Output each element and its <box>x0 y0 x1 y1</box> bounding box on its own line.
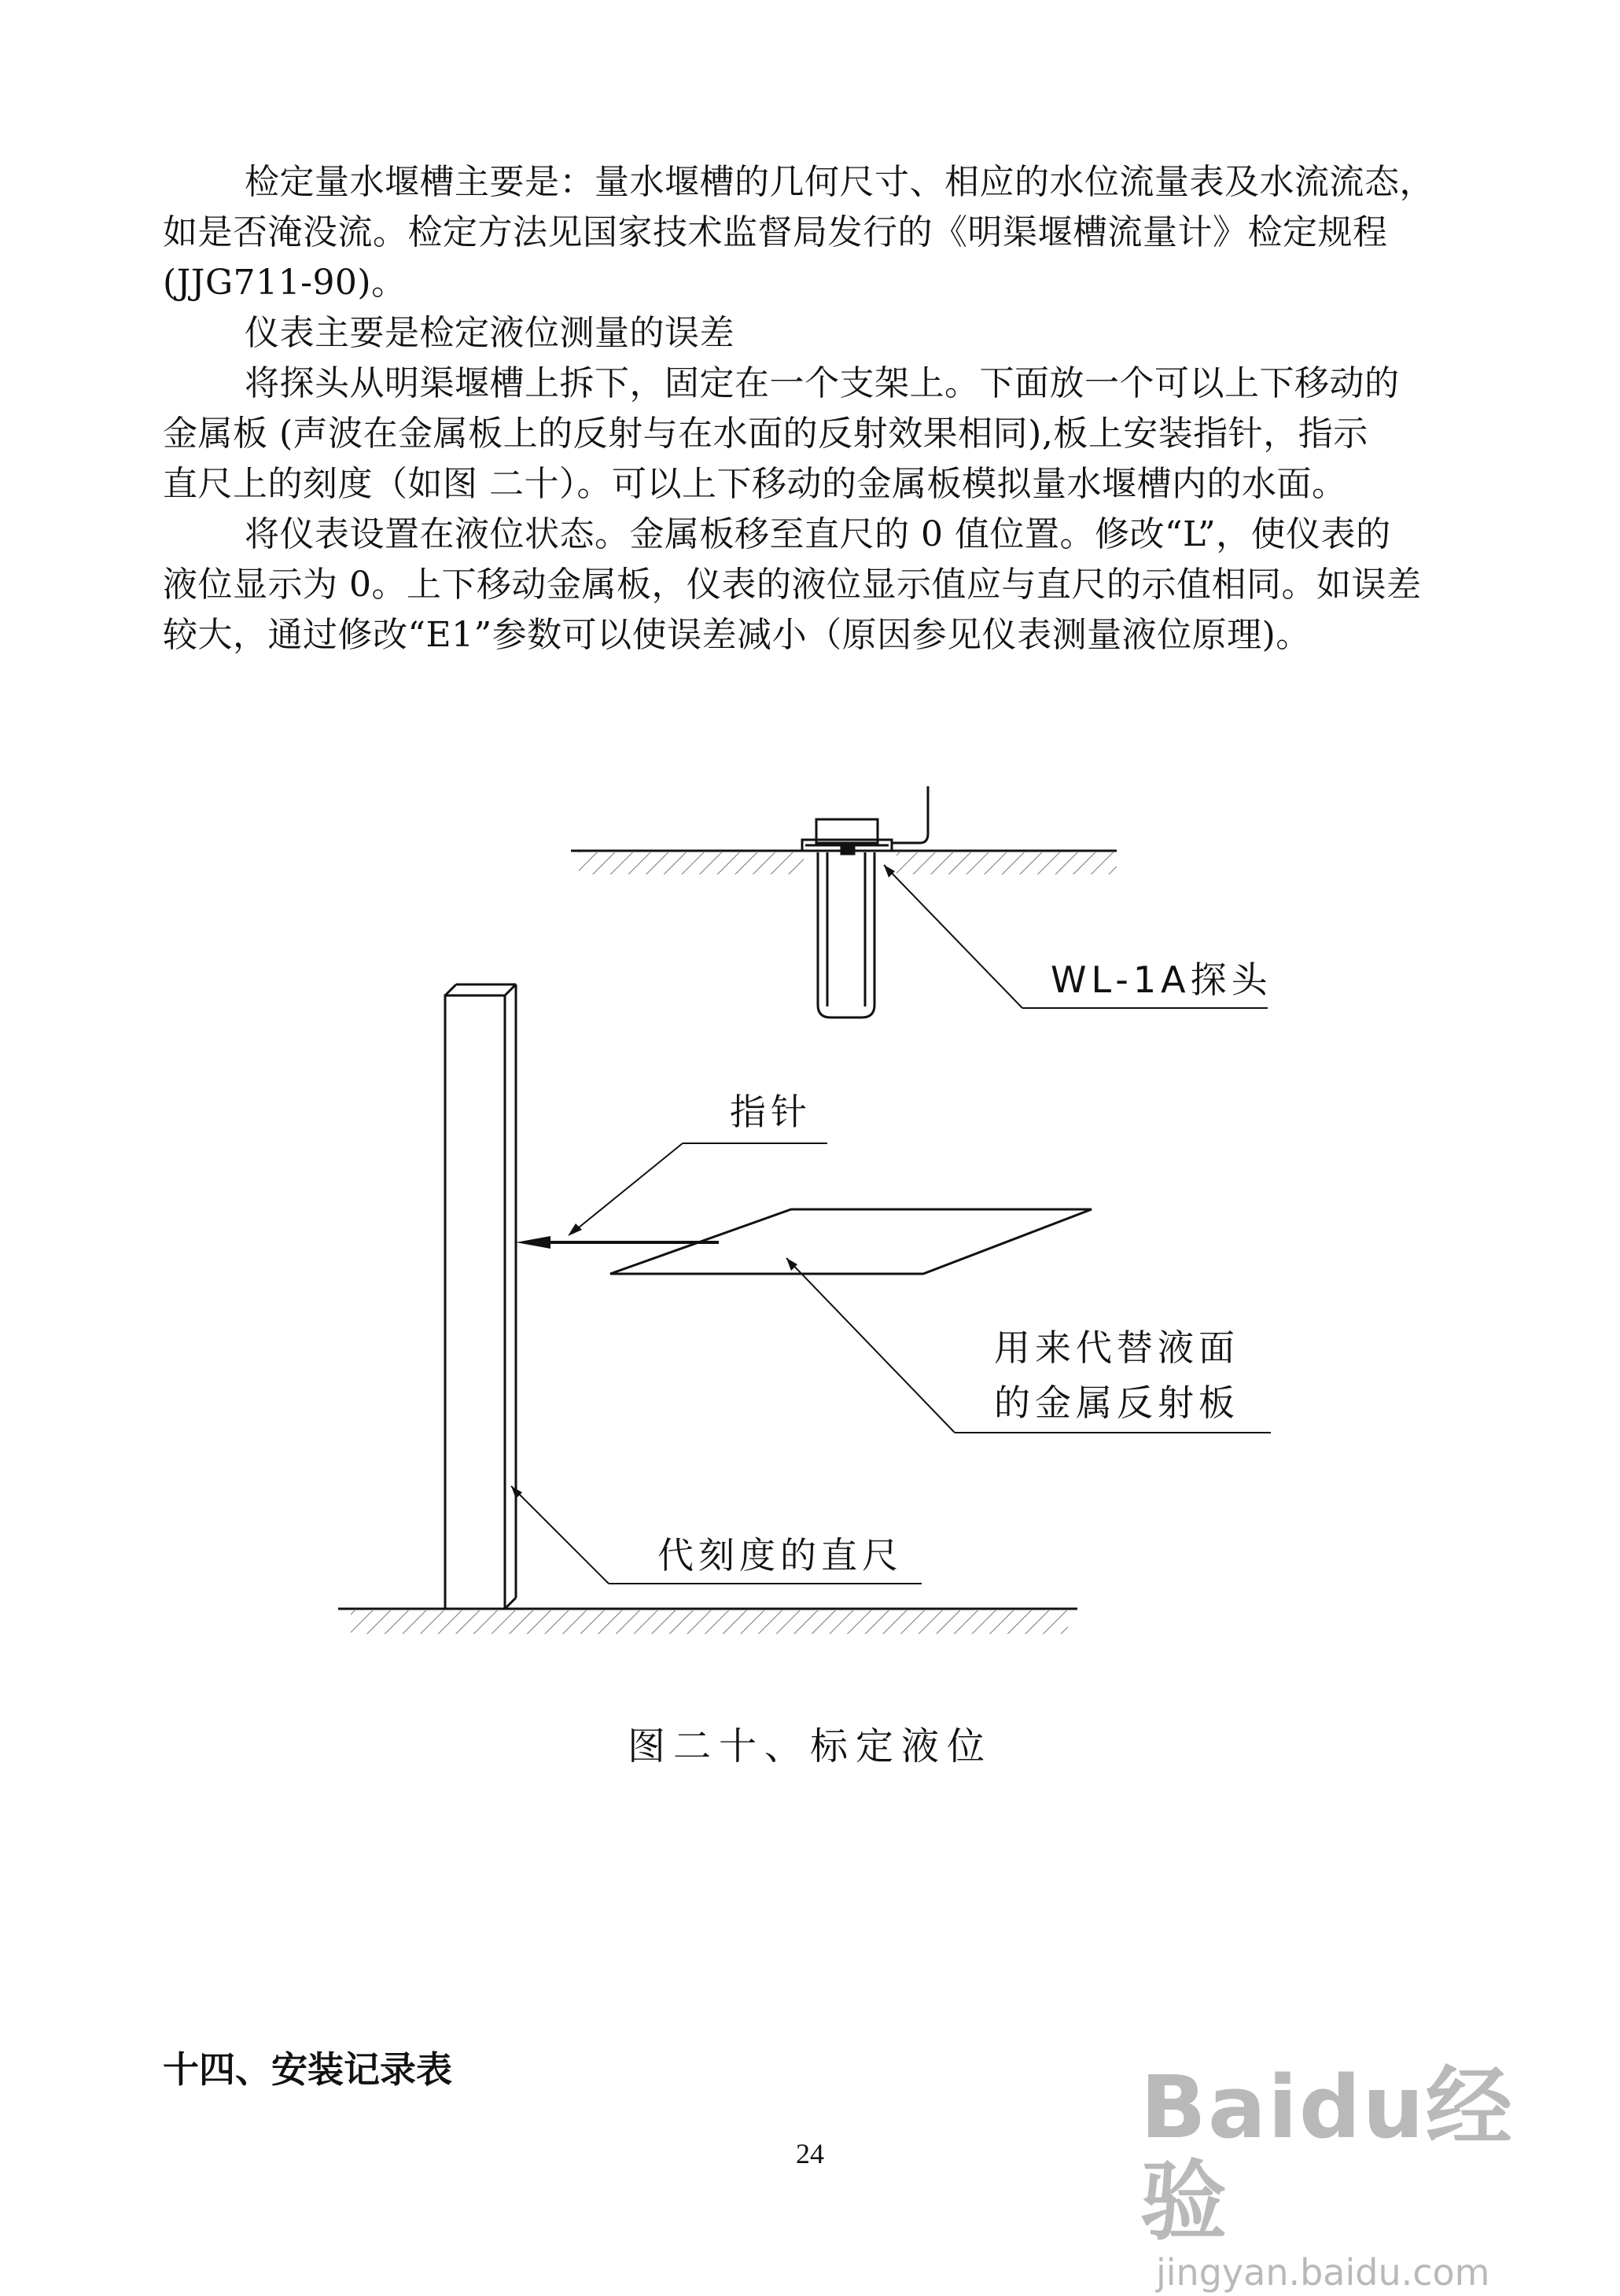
paragraph-line: 将仪表设置在液位状态。金属板移至直尺的 0 值位置。修改“L”，使仪表的 <box>245 514 1391 554</box>
ruler-icon <box>445 984 516 1609</box>
paragraph-line: 仪表主要是检定液位测量的误差 <box>245 313 735 353</box>
ruler-label: 代刻度的直尺 <box>657 1534 903 1577</box>
watermark-logo: Baidu经验 <box>1140 2057 1514 2252</box>
baidu-watermark <box>1140 2057 1549 2294</box>
plate-label-line2: 的金属反射板 <box>994 1382 1239 1424</box>
figure-caption: 图二十、标定液位 <box>627 1724 992 1768</box>
paragraph-line: 液位显示为 0。上下移动金属板，仪表的液位显示值应与直尺的示值相同。如误差 <box>163 565 1422 605</box>
paragraph-line: 直尺上的刻度（如图 二十）。可以上下移动的金属板模拟量水堰槽内的水面。 <box>163 464 1347 504</box>
paragraph-line: 金属板 (声波在金属板上的反射与在水面的反射效果相同),板上安装指针，指示 <box>163 414 1368 454</box>
paragraph-line: 如是否淹没流。检定方法见国家技术监督局发行的《明渠堰槽流量计》检定规程 <box>163 212 1388 252</box>
watermark-url: jingyan.baidu.com <box>1156 2251 1490 2294</box>
pointer-leader <box>568 1143 827 1236</box>
paragraph-line: 较大，通过修改“E1”参数可以使误差减小（原因参见仪表测量液位原理)。 <box>163 615 1311 655</box>
paragraph-line: (JJG711-90)。 <box>163 263 407 303</box>
probe-label: WL-1A探头 <box>1051 959 1272 1001</box>
pointer-label: 指针 <box>730 1091 812 1133</box>
plate-label-line1: 用来代替液面 <box>994 1326 1239 1369</box>
page-number: 24 <box>796 2138 824 2169</box>
section-title: 十四、安装记录表 <box>163 2048 452 2091</box>
body-text <box>163 157 1515 660</box>
ground-base <box>338 1609 1077 1634</box>
calibration-figure <box>0 755 1620 1698</box>
paragraph-line: 将探头从明渠堰槽上拆下，固定在一个支架上。下面放一个可以上下移动的 <box>245 363 1400 403</box>
probe-icon <box>802 786 928 1017</box>
paragraph-line: 检定量水堰槽主要是：量水堰槽的几何尺寸、相应的水位流量表及水流流态， <box>245 162 1434 202</box>
